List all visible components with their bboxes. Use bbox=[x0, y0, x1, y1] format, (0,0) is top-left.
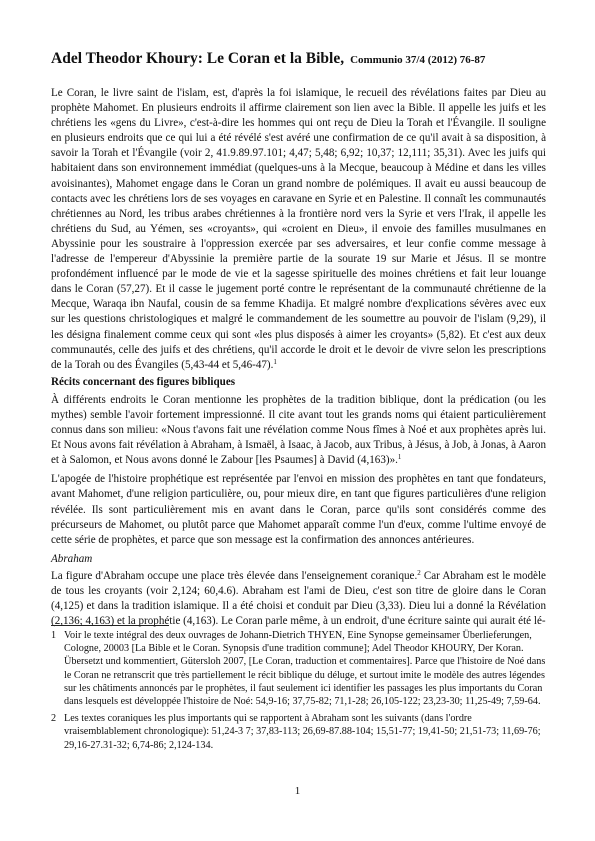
footnote-ref[interactable]: 2 bbox=[417, 568, 421, 577]
title-main: Adel Theodor Khoury: Le Coran et la Bible, bbox=[51, 50, 345, 67]
footnote-ref[interactable]: 1 bbox=[273, 357, 277, 366]
article-title bbox=[51, 50, 551, 68]
footnotes bbox=[51, 629, 546, 756]
paragraph-intro-text: Le Coran, le livre saint de l'islam, est, d'après la foi islamique, le recueil des révélations faites par Dieu au prophète Mahomet. En plusieurs endroits il affirme clairement son lien avec la Bible. Il appelle les juifs et les chrétiens les «gens du Livre», c'est-à-dire les hommes qui ont reçu de Dieu la Torah et l'Évangile. Il souligne en plusieurs endroits que ce qui lui a été révélé s'est avéré une confirmation de ce qu'il avait à sa disposition, à savoir la Torah et l'Évangile (voir 2, 41.9.89.97.101; 4,47; 5,48; 6,92; 10,37; 12,111; 35,31). Avec les juifs qui habitaient dans son environnement immédiat (quelques-uns à la Mecque, beaucoup à Médine et dans les villes avoisinantes), Mahomet engage dans le Coran un grand nombre de polémiques. Il avait eu aussi beaucoup de contacts avec les chrétiens lors de ses voyages en caravane en Syrie et en Palestine. Il connaît les communautés chrétiennes au Nord, les tribus arabes chrétiennes à la frontière nord vers la Syrie et vers l'Irak, il appelle les chrétiens du Sud, au Yémen, ses «croyants», qui «croient en Dieu», il envoie des familles musulmanes en Abyssinie pour les soustraire à l'oppression exercée par ses adversaires, et leur confie comme message à l'adresse de l'empereur d'Abyssinie la première partie de la sourate 19 sur Marie et Jésus. Il se montre profondément influencé par le mode de vie et la sagesse spirituelle des moines chrétiens et fait leur louange dans le Coran (57,27). Et il casse le jugement porté contre le représentant de la communauté chrétienne de la Mecque, Waraqa ibn Naufal, cousin de sa femme Khadija. Et malgré nombre d'explications sévères avec eux sur les questions christologiques et malgré le commandement de les soumettre au pouvoir de l'islam (9,29), il les désigna finalement comme ceux qui sont «les plus disposés à aimer les croyants» (5,82). Et c'est aux deux communautés, celle des juifs et des chrétiens, qu'il accorde le droit et le devoir de vivre selon les prescriptions de la Torah ou des Évangiles (5,43-44 et 5,46-47). bbox=[51, 87, 546, 371]
subheading-abraham: Abraham bbox=[51, 552, 93, 565]
title-reference: Communio 37/4 (2012) 76-87 bbox=[350, 54, 486, 66]
paragraph-recits-2: L'apogée de l'histoire prophétique est représentée par l'envoi en mission des prophètes en tant que fondateurs, avant Mahomet, d'une religion particulière, ou, pour mieux dire, en tant que figures particulières d'une religion révélée. Ils sont particulièrement mis en avant dans le Coran, parce qu'ils sont considérés comme des précurseurs de Mahomet, ou plutôt parce que Mahomet apparaît comme l'un d'eux, comme l'ultime envoyé de cette série de prophètes, et parce que son message est la confirmation des annonces antérieures. bbox=[51, 473, 546, 546]
paragraph-abraham bbox=[51, 569, 546, 629]
footnote-number: 1 bbox=[51, 630, 57, 641]
page-number: 1 bbox=[294, 785, 301, 797]
footnote-ref[interactable]: 1 bbox=[397, 453, 402, 462]
footnote-number: 2 bbox=[51, 713, 57, 725]
footnote-text: Voir le texte intégral des deux ouvrages de Johann-Dietrich THYEN, Eine Synopse gemeinsamer Überlieferungen, Cologne, 20003 [La Bible et le Coran. Synopsis d'une tradition commune]; Adel Theodor KHOURY, Der Koran. Übersetzt und kommentiert, Gütersloh 2007, [Le Coran, traduction et commentaires]. Parce que l'histoire de Noé dans le Coran ne retranscrit que très partiellement le récit biblique du déluge, et surtout imite le modèle des autres légendes sur les châtiments annoncés par le prophètes, il faut seulement ici identifier les passages les plus importants du Coran dans lesquels est développée l'histoire de Noé: 54,9-16; 37,75-82; 71,1-28; 26,105-122; 23,23-30; 11,25-49; 7,59-64. bbox=[64, 630, 546, 708]
paragraph-intro bbox=[51, 86, 546, 373]
footnote-item bbox=[51, 712, 546, 752]
article-body bbox=[51, 86, 546, 633]
footnote-separator bbox=[51, 625, 169, 626]
paragraph-abraham-text-b: Car Abraham est le modèle de tous les croyants (voir 2,124; 60,4.6). Abraham est l'ami de Dieu, c'est son titre de gloire dans le Coran (4,125) et dans la tradition islamique. Il a été choisi et conduit par Dieu (3,33). Dieu lui a donné la Révélation (2,136; 4,163) et la prophétie (4,163). Le Coran parle même, à un endroit, d'une écriture sainte qui aurait été lé- bbox=[51, 569, 546, 628]
footnote-text: Les textes coraniques les plus importants qui se rapportent à Abraham sont les suivants (dans l'ordre vraisemblablement chronologique): 51,24-3 7; 37,83-113; 26,69-87.88-104; 15,51-77; 19,41-50; 21,51-73; 11,69-76; 29,16-27.31-32; 6,74-86; 2,124-134. bbox=[64, 713, 541, 751]
paragraph-recits-1 bbox=[51, 393, 546, 468]
section-heading-recits: Récits concernant des figures bibliques bbox=[51, 375, 236, 388]
paragraph-abraham-text-a: La figure d'Abraham occupe une place très élevée dans l'enseignement coranique. bbox=[51, 569, 418, 582]
footnote-item bbox=[51, 629, 546, 708]
paragraph-recits-1-text: À différents endroits le Coran mentionne les prophètes de la tradition biblique, dont la prédication (ou les mythes) semble l'avoir fortement impressionné. Il cite avant tout les grands noms qui étaient particulièrement connus dans son milieu: «Nous t'avons fait une révélation comme Nous fîmes à Noé et aux prophètes après lui. Et Nous avons fait révélation à Abraham, à Ismaël, à Isaac, à Jacob, aux Tribus, à Jésus, à Job, à Jonas, à Aaron et à Salomon, et Nous avons donné le Zabour [les Psaumes] à David (4,163)». bbox=[51, 393, 546, 467]
